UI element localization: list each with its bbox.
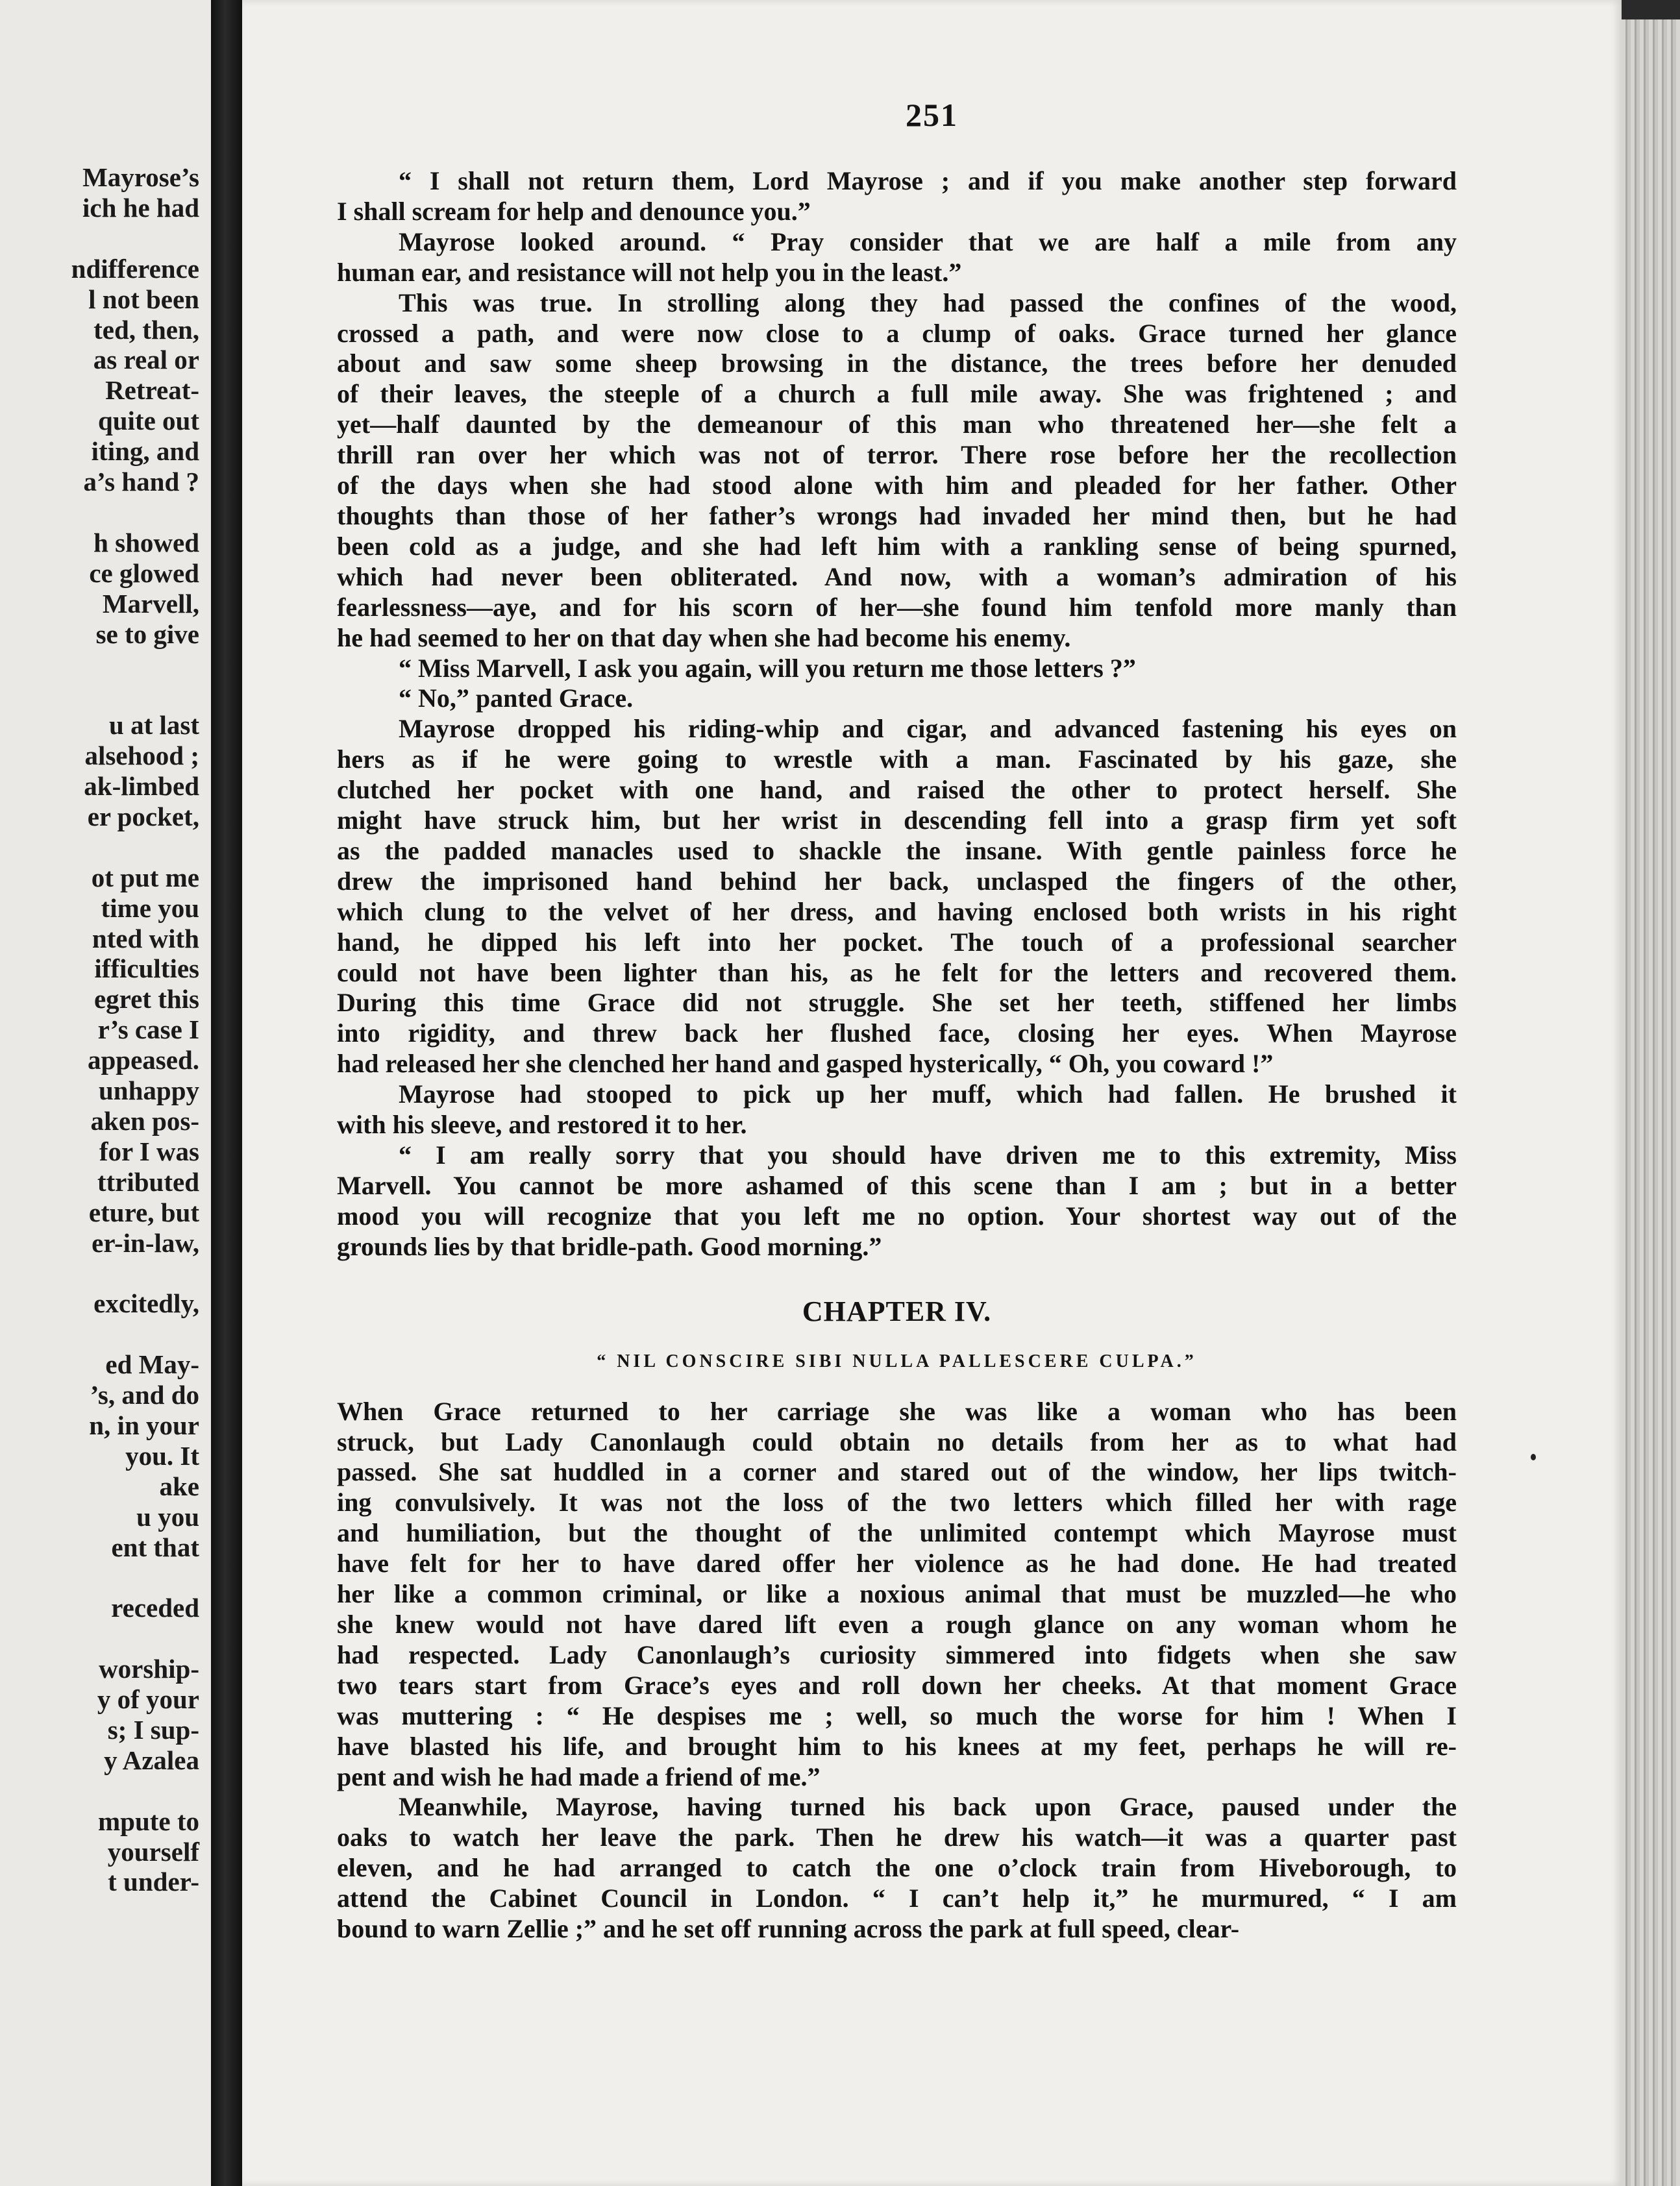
previous-page-line: worship-: [99, 1654, 199, 1684]
text-line: might have struck him, but her wrist in descending fell into a grasp firm yet soft: [337, 805, 1457, 835]
text-line: had respected. Lady Canonlaugh’s curiosity simmered into fidgets when she saw: [337, 1640, 1457, 1669]
text-line: ing convulsively. It was not the loss of the two letters which filled her with rage: [337, 1488, 1457, 1517]
previous-page-line: appeased.: [87, 1045, 199, 1075]
text-line: two tears start from Grace’s eyes and roll down her cheeks. At that moment Grace: [337, 1670, 1457, 1700]
text-line: crossed a path, and were now close to a clump of oaks. Grace turned her glance: [337, 318, 1457, 348]
text-line: Meanwhile, Mayrose, having turned his back upon Grace, paused under the: [399, 1792, 1457, 1822]
text-line: of their leaves, the steeple of a church a full mile away. She was frightened ; and: [337, 379, 1457, 409]
previous-page-line: s; I sup-: [107, 1714, 199, 1745]
previous-page-line: alsehood ;: [84, 741, 199, 771]
text-line: into rigidity, and threw back her flushed face, closing her eyes. When Mayrose: [337, 1018, 1457, 1048]
previous-page-line: mpute to: [97, 1806, 199, 1836]
text-line: human ear, and resistance will not help you in the least.”: [337, 257, 962, 287]
previous-page-line: y of your: [97, 1684, 199, 1714]
text-line: mood you will recognize that you left me no option. Your shortest way out of the: [337, 1201, 1457, 1231]
previous-page-line: ot put me: [91, 862, 199, 892]
text-line: fearlessness—aye, and for his scorn of her—she found him tenfold more manly than: [337, 592, 1457, 622]
previous-page-line: t under-: [108, 1867, 199, 1897]
text-line: “ Miss Marvell, I ask you again, will you return me those letters ?”: [399, 653, 1136, 683]
previous-page-line: se to give: [95, 619, 199, 649]
previous-page-line: a’s hand ?: [83, 467, 199, 497]
text-line: “ No,” panted Grace.: [399, 683, 634, 713]
text-line: Mayrose had stooped to pick up her muff, which had fallen. He brushed it: [399, 1079, 1457, 1109]
previous-page-line: ake: [159, 1471, 199, 1501]
previous-page-line: time you: [101, 892, 199, 923]
previous-page-line: ce glowed: [89, 558, 199, 588]
text-line: as the padded manacles used to shackle the insane. With gentle painless force he: [337, 835, 1457, 865]
text-line: I shall scream for help and denounce you.”: [337, 196, 811, 226]
text-line: was muttering : “ He despises me ; well, so much the worse for him ! When I: [337, 1701, 1457, 1730]
text-line: had released her she clenched her hand and gasped hysterically, “ Oh, you coward !”: [337, 1049, 1274, 1079]
book-gutter: [211, 0, 242, 2186]
text-line: been cold as a judge, and she had left him with a rankling sense of being spurned,: [337, 531, 1457, 561]
text-line: This was true. In strolling along they had passed the confines of the wood,: [399, 288, 1457, 317]
previous-page-line: for I was: [99, 1136, 199, 1166]
page-edges: [1622, 19, 1680, 2186]
text-line: she knew would not have dared lift even a rough glance on any woman whom he: [337, 1609, 1457, 1639]
text-line: eleven, and he had arranged to catch the one o’clock train from Hiveborough, to: [337, 1853, 1457, 1883]
text-line: and humiliation, but the thought of the unlimited contempt which Mayrose must: [337, 1518, 1457, 1548]
previous-page-line: r’s case I: [97, 1014, 199, 1045]
text-line: hand, he dipped his left into her pocket. The touch of a professional searcher: [337, 927, 1457, 957]
previous-page-line: ’s, and do: [90, 1380, 199, 1410]
text-line: which clung to the velvet of her dress, and having enclosed both wrists in his right: [337, 896, 1457, 926]
text-line: with his sleeve, and restored it to her.: [337, 1110, 747, 1140]
text-line: bound to warn Zellie ;” and he set off running across the park at full speed, clear-: [337, 1914, 1240, 1944]
previous-page-line: quite out: [97, 406, 199, 436]
previous-page-line: er pocket,: [87, 801, 199, 831]
text-line: drew the imprisoned hand behind her back, unclasped the fingers of the other,: [337, 866, 1457, 896]
previous-page-line: ed May-: [105, 1349, 199, 1380]
previous-page-line: ndifference: [71, 253, 199, 284]
text-line: her like a common criminal, or like a noxious animal that must be muzzled—he who: [337, 1579, 1457, 1609]
page-edge-top: [1622, 0, 1680, 19]
text-line: which had never been obliterated. And now, with a woman’s admiration of his: [337, 561, 1457, 591]
previous-page-line: iting, and: [91, 436, 199, 467]
previous-page-line: ent that: [111, 1532, 199, 1562]
text-line: about and saw some sheep browsing in the distance, the trees before her denuded: [337, 349, 1457, 378]
previous-page-line: ttributed: [97, 1166, 199, 1197]
previous-page-line: ifficulties: [94, 953, 199, 984]
previous-page-line: as real or: [93, 345, 199, 375]
ink-speck: [1531, 1454, 1536, 1460]
previous-page-line: h showed: [93, 527, 199, 558]
page-text: [337, 166, 1457, 1945]
text-line: he had seemed to her on that day when she had become his enemy.: [337, 622, 1071, 652]
previous-page-line: egret this: [93, 984, 199, 1014]
previous-page-line: u at last: [109, 710, 199, 741]
previous-page-line: Marvell,: [102, 588, 199, 619]
text-line: passed. She sat huddled in a corner and stared out of the window, her lips twitch-: [337, 1457, 1457, 1487]
text-line: have felt for her to have dared offer her violence as he had done. He had treated: [337, 1549, 1457, 1578]
text-line: hers as if he were going to wrestle with a man. Fascinated by his gaze, she: [337, 744, 1457, 774]
text-line: oaks to watch her leave the park. Then he drew his watch—it was a quarter past: [337, 1823, 1457, 1852]
text-line: Mayrose looked around. “ Pray consider that we are half a mile from any: [399, 227, 1457, 256]
text-line: could not have been lighter than his, as he felt for the letters and recovered them.: [337, 957, 1457, 987]
text-line: thrill ran over her which was not of terror. There rose before her the recollection: [337, 440, 1457, 470]
text-line: of the days when she had stood alone with him and pleaded for her father. Other: [337, 471, 1457, 500]
previous-page-line: er-in-law,: [92, 1227, 199, 1258]
previous-page-line: l not been: [88, 284, 199, 314]
text-line: When Grace returned to her carriage she was like a woman who has been: [337, 1396, 1457, 1426]
chapter-epigraph: “ NIL CONSCIRE SIBI NULLA PALLESCERE CULPA.”: [597, 1351, 1197, 1371]
text-line: thoughts than those of her father’s wrongs had invaded her mind then, but he had: [337, 500, 1457, 530]
previous-page-line: yourself: [107, 1836, 199, 1867]
page: [242, 0, 1622, 2186]
text-line: Mayrose dropped his riding-whip and cigar, and advanced fastening his eyes on: [399, 714, 1457, 744]
previous-page-line: you. It: [125, 1440, 199, 1471]
text-line: “ I am really sorry that you should have driven me to this extremity, Miss: [399, 1140, 1457, 1170]
text-line: During this time Grace did not struggle. She set her teeth, stiffened her limbs: [337, 988, 1457, 1018]
text-line: pent and wish he had made a friend of me.”: [337, 1762, 821, 1791]
text-line: grounds lies by that bridle-path. Good morning.”: [337, 1231, 882, 1261]
text-line: Marvell. You cannot be more ashamed of this scene than I am ; but in a better: [337, 1170, 1457, 1200]
previous-page-line: n, in your: [89, 1410, 199, 1440]
text-line: “ I shall not return them, Lord Mayrose ; and if you make another step forward: [399, 166, 1457, 195]
previous-page-line: aken pos-: [90, 1105, 199, 1136]
text-line: clutched her pocket with one hand, and raised the other to protect herself. She: [337, 775, 1457, 805]
text-line: yet—half daunted by the demeanour of this man who threatened her—she felt a: [337, 410, 1457, 439]
previous-page-line: excitedly,: [93, 1288, 199, 1319]
previous-page-line: Mayrose’s: [82, 162, 199, 192]
page-number: 251: [906, 97, 958, 133]
text-line: have blasted his life, and brought him to his knees at my feet, perhaps he will re-: [337, 1731, 1457, 1761]
previous-page-line: ted, then,: [93, 314, 199, 345]
text-line: struck, but Lady Canonlaugh could obtain no details from her as to what had: [337, 1427, 1457, 1456]
previous-page-line: nted with: [92, 923, 199, 953]
previous-page-line: eture, but: [88, 1197, 199, 1227]
previous-page-line: receded: [111, 1593, 199, 1623]
previous-page-line: Retreat-: [105, 375, 199, 406]
previous-page-line: ak-limbed: [84, 771, 199, 801]
text-line: attend the Cabinet Council in London. “ I can’t help it,” he murmured, “ I am: [337, 1884, 1457, 1913]
previous-page-line: unhappy: [98, 1075, 199, 1105]
previous-page: [0, 0, 211, 2186]
previous-page-line: y Azalea: [104, 1745, 199, 1775]
chapter-title: CHAPTER IV.: [802, 1295, 992, 1327]
previous-page-line: ich he had: [82, 192, 199, 223]
previous-page-line: u you: [136, 1501, 199, 1532]
